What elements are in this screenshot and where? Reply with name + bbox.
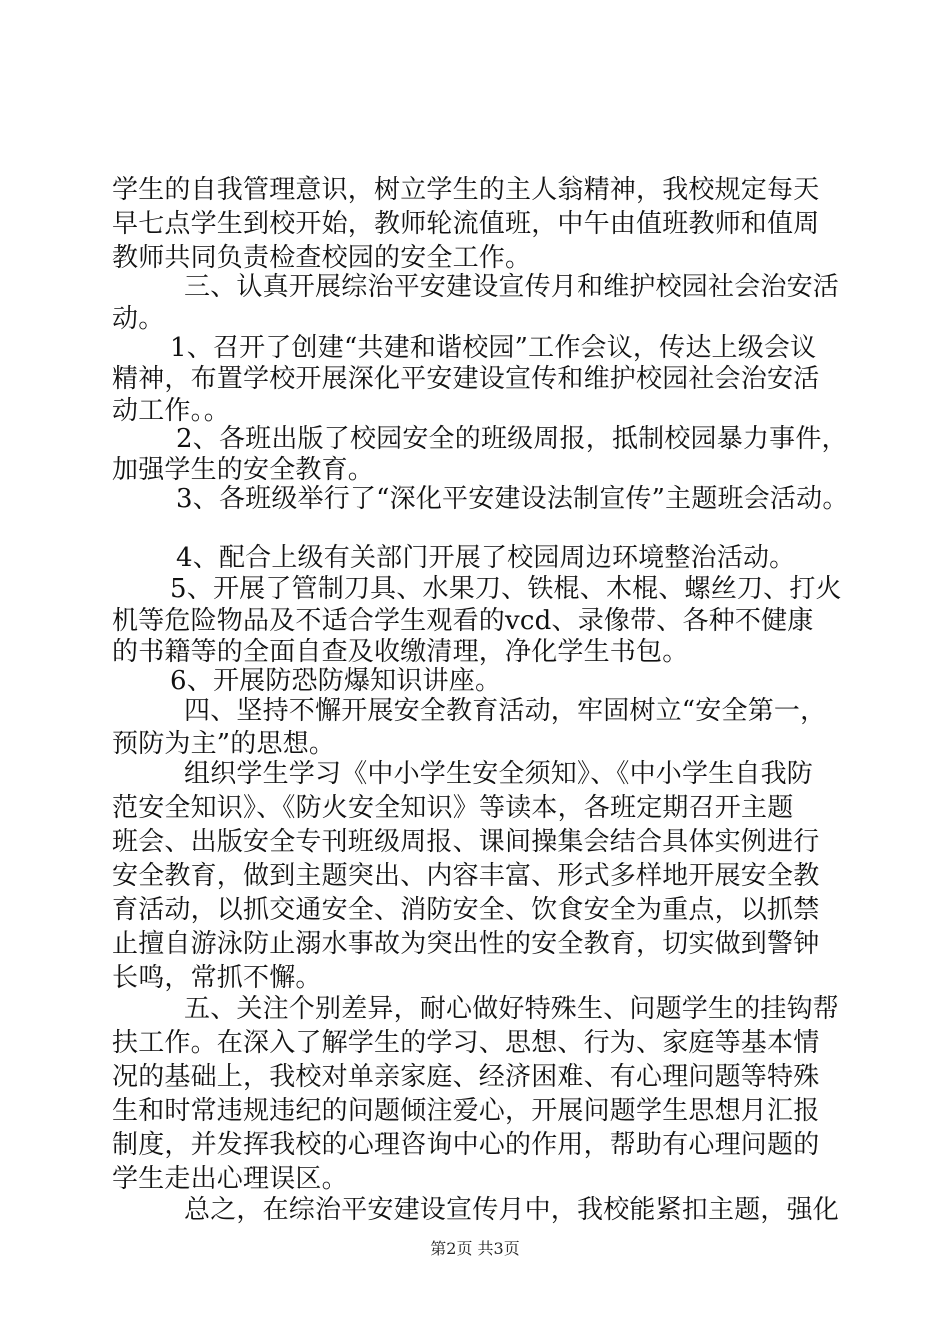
text-line: 6、开展防恐防爆知识讲座。 xyxy=(170,666,502,696)
text-line: 范安全知识》、《防火安全知识》等读本，各班定期召开主题 xyxy=(112,793,794,823)
text-line: 动工作。。 xyxy=(112,396,231,426)
text-line: 总之，在综治平安建设宣传月中，我校能紧扣主题，强化 xyxy=(184,1195,840,1225)
text-line: 长鸣，常抓不懈。 xyxy=(112,963,322,993)
text-line: 五、关注个别差异，耐心做好特殊生、问题学生的挂钩帮 xyxy=(184,994,840,1024)
page-footer xyxy=(0,1238,950,1260)
text-line: 5、开展了管制刀具、水果刀、铁棍、木棍、螺丝刀、打火 xyxy=(170,574,842,604)
text-line: 学生的自我管理意识，树立学生的主人翁精神，我校规定每天 xyxy=(112,175,820,205)
text-line: 早七点学生到校开始，教师轮流值班，中午由值班教师和值周 xyxy=(112,209,820,239)
text-line: 学生走出心理误区。 xyxy=(112,1164,348,1194)
text-line: 预防为主”的思想。 xyxy=(112,729,336,759)
text-line: 生和时常违规违纪的问题倾注爱心，开展问题学生思想月汇报 xyxy=(112,1096,820,1126)
text-line: 三、认真开展综治平安建设宣传月和维护校园社会治安活 xyxy=(184,272,840,302)
text-line: 班会、出版安全专刊班级周报、课间操集会结合具体实例进行 xyxy=(112,827,820,857)
page-number-label: 第2页 共3页 xyxy=(430,1239,520,1258)
text-line: 3、各班级举行了“深化平安建设法制宣传”主题班会活动。 xyxy=(176,484,849,514)
text-line: 精神，布置学校开展深化平安建设宣传和维护校园社会治安活 xyxy=(112,364,820,394)
text-line: 组织学生学习《中小学生安全须知》、《中小学生自我防 xyxy=(184,759,814,789)
text-line: 制度，并发挥我校的心理咨询中心的作用，帮助有心理问题的 xyxy=(112,1130,820,1160)
text-line: 的书籍等的全面自查及收缴清理，净化学生书包。 xyxy=(112,637,689,667)
text-line: 加强学生的安全教育。 xyxy=(112,455,375,485)
text-line: 况的基础上，我校对单亲家庭、经济困难、有心理问题等特殊 xyxy=(112,1062,820,1092)
text-line: 机等危险物品及不适合学生观看的vcd、录像带、各种不健康 xyxy=(112,606,814,636)
text-line: 动。 xyxy=(112,304,165,334)
text-line: 1、召开了创建“共建和谐校园”工作会议，传达上级会议 xyxy=(170,333,817,363)
text-line: 教师共同负责检查校园的安全工作。 xyxy=(112,243,532,273)
text-line: 止擅自游泳防止溺水事故为突出性的安全教育，切实做到警钟 xyxy=(112,929,820,959)
text-line: 2、各班出版了校园安全的班级周报，抵制校园暴力事件， xyxy=(176,424,848,454)
text-line: 育活动，以抓交通安全、消防安全、饮食安全为重点，以抓禁 xyxy=(112,895,820,925)
text-line: 四、坚持不懈开展安全教育活动，牢固树立“安全第一， xyxy=(184,696,827,726)
text-line: 4、配合上级有关部门开展了校园周边环境整治活动。 xyxy=(176,543,796,573)
text-line: 扶工作。在深入了解学生的学习、思想、行为、家庭等基本情 xyxy=(112,1028,820,1058)
text-line: 安全教育，做到主题突出、内容丰富、形式多样地开展安全教 xyxy=(112,861,820,891)
